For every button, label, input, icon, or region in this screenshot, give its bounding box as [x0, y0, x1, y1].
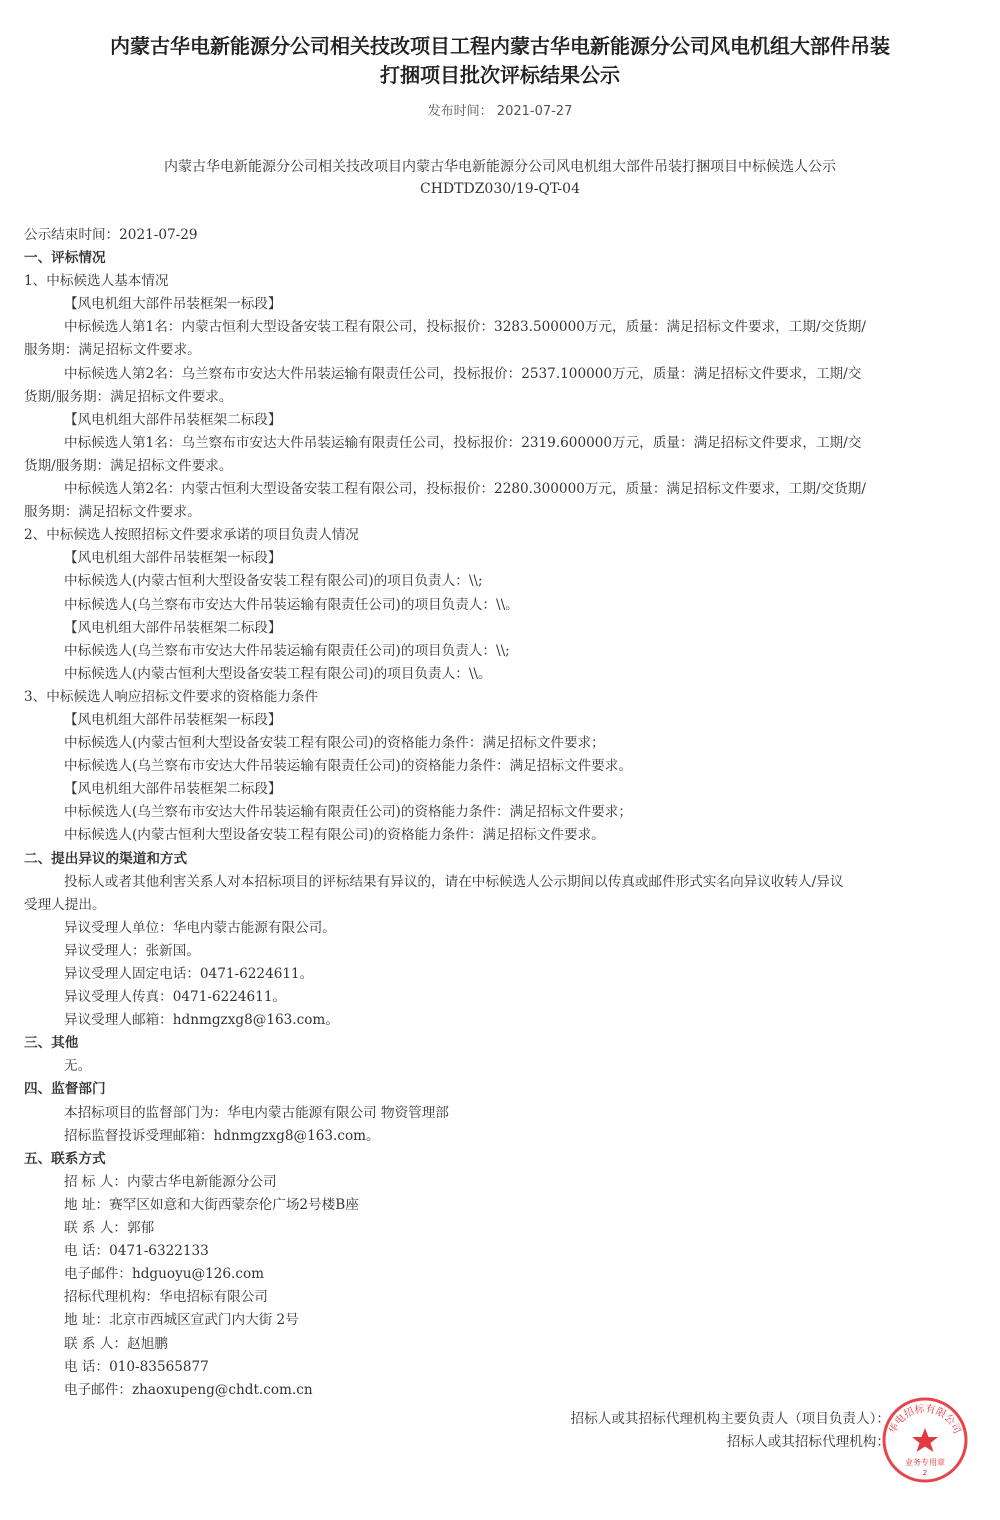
- subsection-heading: 1、中标候选人基本情况: [24, 273, 169, 290]
- end-time: 公示结束时间：2021-07-29: [24, 227, 198, 243]
- page-title-line1: 内蒙古华电新能源分公司相关技改项目工程内蒙古华电新能源分公司风电机组大部件吊装: [110, 34, 890, 58]
- pm-line: 中标候选人(乌兰察布市安达大件吊装运输有限责任公司)的项目负责人：\\。: [64, 596, 519, 613]
- section-heading: 四、监督部门: [24, 1081, 106, 1098]
- lot-heading: 【风电机组大部件吊装框架一标段】: [64, 296, 282, 313]
- candidate-line-cont: 服务期：满足招标文件要求。: [24, 342, 201, 359]
- subsection-heading: 2、中标候选人按照招标文件要求承诺的项目负责人情况: [24, 527, 359, 544]
- notice-title: [0, 156, 1000, 200]
- qualification-line: 中标候选人(乌兰察布市安达大件吊装运输有限责任公司)的资格能力条件：满足招标文件要求。: [64, 758, 632, 775]
- contact-phone: 电 话：0471-6322133: [64, 1243, 209, 1260]
- candidate-line: 中标候选人第2名：内蒙古恒利大型设备安装工程有限公司，投标报价：2280.300000万元，质量：满足招标文件要求，工期/交货期/: [64, 481, 866, 498]
- contact-tenderer: 招 标 人：内蒙古华电新能源分公司: [64, 1173, 277, 1190]
- star-icon: [912, 1428, 938, 1452]
- lot-heading: 【风电机组大部件吊装框架一标段】: [64, 711, 282, 728]
- contact-address: 地 址：北京市西城区宣武门内大街 2号: [64, 1312, 299, 1329]
- contact-person: 联 系 人：赵旭鹏: [64, 1335, 168, 1352]
- candidate-line-cont: 货期/服务期：满足招标文件要求。: [24, 388, 233, 405]
- notice-heading: 内蒙古华电新能源分公司相关技改项目内蒙古华电新能源分公司风电机组大部件吊装打捆项目中标候选人公示: [164, 159, 836, 175]
- pm-line: 中标候选人(乌兰察布市安达大件吊装运输有限责任公司)的项目负责人：\\;: [64, 642, 510, 659]
- qualification-line: 中标候选人(乌兰察布市安达大件吊装运输有限责任公司)的资格能力条件：满足招标文件要求；: [64, 804, 632, 821]
- lot-heading: 【风电机组大部件吊装框架二标段】: [64, 619, 282, 636]
- publish-label: 发布时间：: [427, 104, 493, 119]
- signature-line2: 招标人或其招标代理机构：: [726, 1434, 890, 1450]
- pm-line: 中标候选人(内蒙古恒利大型设备安装工程有限公司)的项目负责人：\\;: [64, 573, 483, 590]
- publish-date: 2021-07-27: [496, 104, 573, 119]
- supervision-email: 招标监督投诉受理邮箱：hdnmgzxg8@163.com。: [64, 1127, 380, 1144]
- contact-email: 电子邮件：hdguoyu@126.com: [64, 1266, 265, 1283]
- contact-phone: 电 话：010-83565877: [64, 1358, 209, 1375]
- page-title-line2: 打捆项目批次评标结果公示: [380, 63, 620, 87]
- notice-body: [24, 224, 974, 1402]
- objection-paragraph: 投标人或者其他利害关系人对本招标项目的评标结果有异议的，请在中标候选人公示期间以传真或邮件形式实名向异议收转人/异议: [64, 873, 844, 890]
- page-title: [60, 32, 940, 90]
- objection-person: 异议受理人：张新国。: [64, 942, 200, 959]
- candidate-line-cont: 服务期：满足招标文件要求。: [24, 504, 201, 521]
- qualification-line: 中标候选人(内蒙古恒利大型设备安装工程有限公司)的资格能力条件：满足招标文件要求。: [64, 827, 605, 844]
- section-heading: 二、提出异议的渠道和方式: [24, 850, 188, 867]
- other-text: 无。: [64, 1058, 92, 1075]
- section-heading: 一、评标情况: [24, 250, 106, 267]
- subsection-heading: 3、中标候选人响应招标文件要求的资格能力条件: [24, 688, 319, 705]
- candidate-line-cont: 货期/服务期：满足招标文件要求。: [24, 457, 233, 474]
- candidate-line: 中标候选人第1名：内蒙古恒利大型设备安装工程有限公司，投标报价：3283.500000万元，质量：满足招标文件要求，工期/交货期/: [64, 319, 866, 336]
- lot-heading: 【风电机组大部件吊装框架一标段】: [64, 550, 282, 567]
- seal-top-text: 华电招标有限公司: [887, 1403, 963, 1436]
- lot-heading: 【风电机组大部件吊装框架二标段】: [64, 411, 282, 428]
- supervision-dept: 本招标项目的监督部门为：华电内蒙古能源有限公司 物资管理部: [64, 1104, 449, 1121]
- section-heading: 五、联系方式: [24, 1150, 106, 1167]
- contact-email: 电子邮件：zhaoxupeng@chdt.com.cn: [64, 1381, 313, 1398]
- signature-line1: 招标人或其招标代理机构主要负责人（项目负责人）：: [570, 1411, 890, 1427]
- seal-bottom-text: 业务专用章: [905, 1458, 945, 1467]
- candidate-line: 中标候选人第1名：乌兰察布市安达大件吊装运输有限责任公司，投标报价：2319.600000万元，质量：满足招标文件要求，工期/交: [64, 434, 862, 451]
- seal-number: 2: [922, 1469, 928, 1477]
- objection-paragraph-cont: 受理人提出。: [24, 896, 106, 913]
- contact-person: 联 系 人：郭郁: [64, 1220, 155, 1237]
- signature-block: [500, 1408, 890, 1454]
- company-seal-stamp: [880, 1395, 970, 1485]
- qualification-line: 中标候选人(内蒙古恒利大型设备安装工程有限公司)的资格能力条件：满足招标文件要求；: [64, 735, 605, 752]
- lot-heading: 【风电机组大部件吊装框架二标段】: [64, 781, 282, 798]
- objection-tel: 异议受理人固定电话：0471-6224611。: [64, 966, 314, 982]
- section-heading: 三、其他: [24, 1035, 79, 1052]
- contact-agency: 招标代理机构：华电招标有限公司: [64, 1289, 268, 1306]
- notice-code: CHDTDZ030/19-QT-04: [420, 181, 580, 197]
- objection-fax: 异议受理人传真：0471-6224611。: [64, 989, 287, 1006]
- objection-email: 异议受理人邮箱：hdnmgzxg8@163.com。: [64, 1012, 339, 1029]
- objection-unit: 异议受理人单位：华电内蒙古能源有限公司。: [64, 919, 336, 936]
- candidate-line: 中标候选人第2名：乌兰察布市安达大件吊装运输有限责任公司，投标报价：2537.100000万元，质量：满足招标文件要求，工期/交: [64, 365, 862, 382]
- contact-address: 地 址：赛罕区如意和大街西蒙奈伦广场2号楼B座: [64, 1196, 359, 1213]
- pm-line: 中标候选人(内蒙古恒利大型设备安装工程有限公司)的项目负责人：\\。: [64, 665, 492, 682]
- publish-time: [0, 100, 1000, 119]
